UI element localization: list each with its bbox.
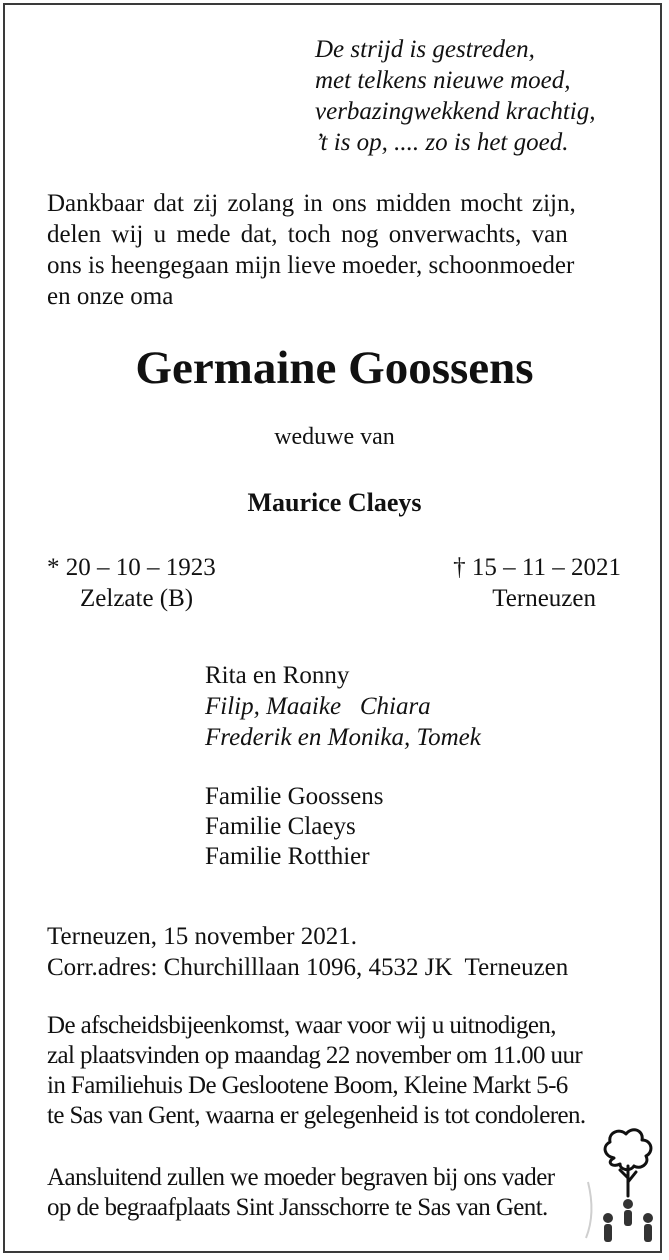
- place-date-block: [47, 921, 568, 983]
- burial-line: Aansluitend zullen we moeder begraven bij ons vader: [47, 1164, 555, 1191]
- death-date: † 15 – 11 – 2021: [453, 554, 621, 581]
- family-item: Familie Claeys: [205, 813, 356, 840]
- intro-line: ons is heengegaan mijn lieve moeder, schoonmoeder: [47, 252, 575, 279]
- ceremony-line: De afscheidsbijeenkomst, waar voor wij u uitnodigen,: [47, 1012, 556, 1039]
- poem-line: met telkens nieuwe moed,: [315, 67, 571, 94]
- grandchild-line: Frederik en Monika, Tomek: [205, 724, 481, 751]
- ceremony-line: zal plaatsvinden op maandag 22 november om 11.00 uur: [47, 1042, 583, 1069]
- birth-date: * 20 – 10 – 1923: [47, 554, 216, 581]
- poem: [315, 34, 595, 158]
- intro-text: [47, 188, 576, 312]
- children-list: [205, 660, 481, 753]
- place-date: Terneuzen, 15 november 2021.: [47, 923, 357, 950]
- ceremony-line: te Sas van Gent, waarna er gelegenheid is tot condoleren.: [47, 1102, 586, 1129]
- intro-line: en onze oma: [47, 283, 174, 310]
- intro-line: Dankbaar dat zij zolang in ons midden mocht zijn,: [47, 190, 576, 217]
- intro-line: delen wij u mede dat, toch nog onverwachts, van: [47, 221, 568, 248]
- poem-line: ’t is op, .... zo is het goed.: [315, 129, 569, 156]
- widow-of-label: weduwe van: [274, 424, 395, 450]
- correspondence-address: Corr.adres: Churchilllaan 1096, 4532 JK Terneuzen: [47, 954, 569, 981]
- birth-place: Zelzate (B): [80, 585, 194, 612]
- ceremony-text: [47, 1011, 586, 1131]
- burial-line: op de begraafplaats Sint Jansschorre te Sas van Gent.: [47, 1194, 548, 1221]
- child-line: Rita en Ronny: [205, 662, 350, 689]
- family-item: Familie Goossens: [205, 783, 384, 810]
- burial-text: [47, 1163, 554, 1223]
- poem-line: verbazingwekkend krachtig,: [315, 98, 596, 125]
- grandchild-line: Filip, Maaike Chiara: [205, 693, 431, 720]
- family-list: [205, 782, 383, 872]
- poem-line: De strijd is gestreden,: [315, 36, 535, 63]
- family-tree-icon: [584, 1118, 666, 1256]
- death-place: Terneuzen: [492, 585, 596, 612]
- death-info: [453, 552, 621, 614]
- spouse-name: Maurice Claeys: [247, 488, 422, 517]
- ceremony-line: in Familiehuis De Geslootene Boom, Kleine Markt 5-6: [47, 1072, 568, 1099]
- deceased-name: Germaine Goossens: [135, 342, 534, 394]
- birth-info: [47, 552, 216, 614]
- family-item: Familie Rotthier: [205, 843, 370, 870]
